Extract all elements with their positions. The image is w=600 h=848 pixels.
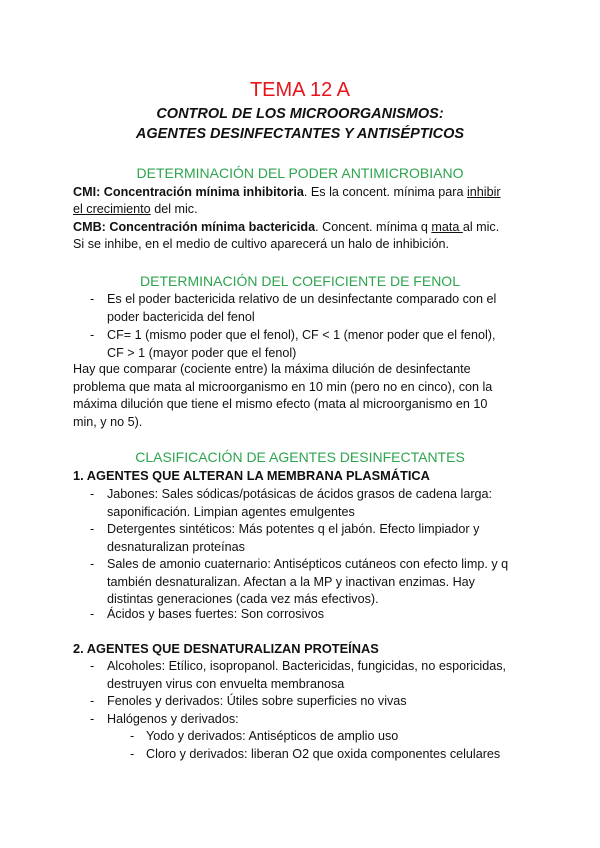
- bullet-dash: -: [90, 557, 95, 571]
- list-item-line: CF > 1 (mayor poder que el fenol): [107, 345, 297, 360]
- list-item-line: distintas generaciones (cada vez más efectivos).: [107, 592, 379, 606]
- list-item-line: Halógenos y derivados:: [107, 712, 239, 726]
- list-item-line: Es el poder bactericida relativo de un desinfectante comparado con el: [107, 292, 497, 306]
- page-title: TEMA 12 A: [249, 79, 351, 101]
- bullet-dash: -: [90, 522, 95, 536]
- cmi-term: CMI: Concentración mínima inhibitoria: [73, 185, 304, 199]
- sub-list-item: Cloro y derivados: liberan O2 que oxida componentes celulares: [146, 747, 501, 761]
- list-item: [107, 606, 527, 624]
- list-item-line: Sales de amonio cuaternario: Antisépticos cutáneos con efecto limp. y q: [107, 557, 509, 571]
- bullet-dash: -: [90, 607, 95, 621]
- cmi-line-2: [73, 201, 523, 219]
- list-item-line: Jabones: Sales sódicas/potásicas de ácidos grasos de cadena larga:: [107, 487, 493, 501]
- cmb-term: CMB: Concentración mínima bactericida: [73, 220, 316, 234]
- list-item: [107, 291, 527, 326]
- heading-clasificacion: CLASIFICACIÓN DE AGENTES DESINFECTANTES: [135, 449, 465, 465]
- paragraph-line: Hay que comparar (cociente entre) la máxima dilución de desinfectante: [73, 362, 471, 376]
- cmi-text-2: del mic.: [150, 202, 198, 216]
- list-item-line: Alcoholes: Etílico, isopropanol. Bactericidas, fungicidas, no esporicidas,: [107, 659, 507, 673]
- list-item: [107, 521, 527, 556]
- list-item-line: desnaturalizan proteínas: [107, 539, 245, 554]
- paragraph-line: problema que mata al microorganismo en 10 min (pero no en cinco), con la: [73, 379, 493, 394]
- list-item-line: también desnaturalizan. Afectan a la MP y inactivan enzimas. Hay: [107, 574, 475, 589]
- inhibition-note: Si se inhibe, en el medio de cultivo aparecerá un halo de inhibición.: [73, 237, 449, 251]
- cmb-line: [73, 219, 523, 237]
- heading-poder-antimicrobiano: DETERMINACIÓN DEL PODER ANTIMICROBIANO: [136, 165, 464, 181]
- list-item-line: poder bactericida del fenol: [107, 309, 255, 324]
- bullet-dash: -: [90, 292, 95, 306]
- group-1-title: 1. AGENTES QUE ALTERAN LA MEMBRANA PLASMÁTICA: [73, 468, 430, 483]
- list-item: [107, 556, 527, 609]
- sub-bullet-dash: -: [130, 747, 135, 761]
- cmb-underline: mata: [431, 220, 463, 234]
- bullet-dash: -: [90, 659, 95, 673]
- paragraph-line: min, y no 5).: [73, 414, 143, 429]
- bullet-dash: -: [90, 328, 95, 342]
- bullet-dash: -: [90, 487, 95, 501]
- cmi-underline-1: inhibir: [467, 185, 501, 199]
- cmb-text-1: . Concent. mínima q: [315, 220, 432, 234]
- list-item: [107, 658, 527, 693]
- list-item-line: saponificación. Limpian agentes emulgentes: [107, 504, 355, 519]
- group-2-title: 2. AGENTES QUE DESNATURALIZAN PROTEÍNAS: [73, 641, 379, 656]
- sub-list-item: Yodo y derivados: Antisépticos de amplio uso: [146, 729, 399, 743]
- list-item-line: Ácidos y bases fuertes: Son corrosivos: [107, 607, 324, 621]
- list-item-line: Detergentes sintéticos: Más potentes q el jabón. Efecto limpiador y: [107, 522, 480, 536]
- bullet-dash: -: [90, 694, 95, 708]
- heading-coeficiente-fenol: DETERMINACIÓN DEL COEFICIENTE DE FENOL: [140, 273, 460, 289]
- cmi-underline-2: el crecimiento: [73, 202, 151, 216]
- paragraph-line: máxima dilución que tiene el mismo efecto (mata al microorganismo en 10: [73, 397, 488, 411]
- list-item-line: destruyen virus con envuelta membranosa: [107, 676, 345, 691]
- sub-bullet-dash: -: [130, 729, 135, 743]
- list-item: [107, 486, 527, 521]
- cmi-text-1: . Es la concent. mínima para: [303, 185, 467, 199]
- list-item: [107, 711, 527, 729]
- cmb-text-2: al mic.: [462, 220, 500, 234]
- bullet-dash: -: [90, 712, 95, 726]
- list-item-line: CF= 1 (mismo poder que el fenol), CF < 1 (menor poder que el fenol),: [107, 328, 496, 342]
- list-item-line: Fenoles y derivados: Útiles sobre superficies no vivas: [107, 694, 407, 708]
- list-item: [107, 327, 527, 362]
- subtitle-line-2: AGENTES DESINFECTANTES Y ANTISÉPTICOS: [135, 126, 465, 142]
- cmi-line-1: [73, 184, 523, 202]
- list-item: [107, 693, 527, 711]
- subtitle-line-1: CONTROL DE LOS MICROORGANISMOS:: [156, 106, 444, 122]
- fenol-paragraph: [73, 361, 523, 431]
